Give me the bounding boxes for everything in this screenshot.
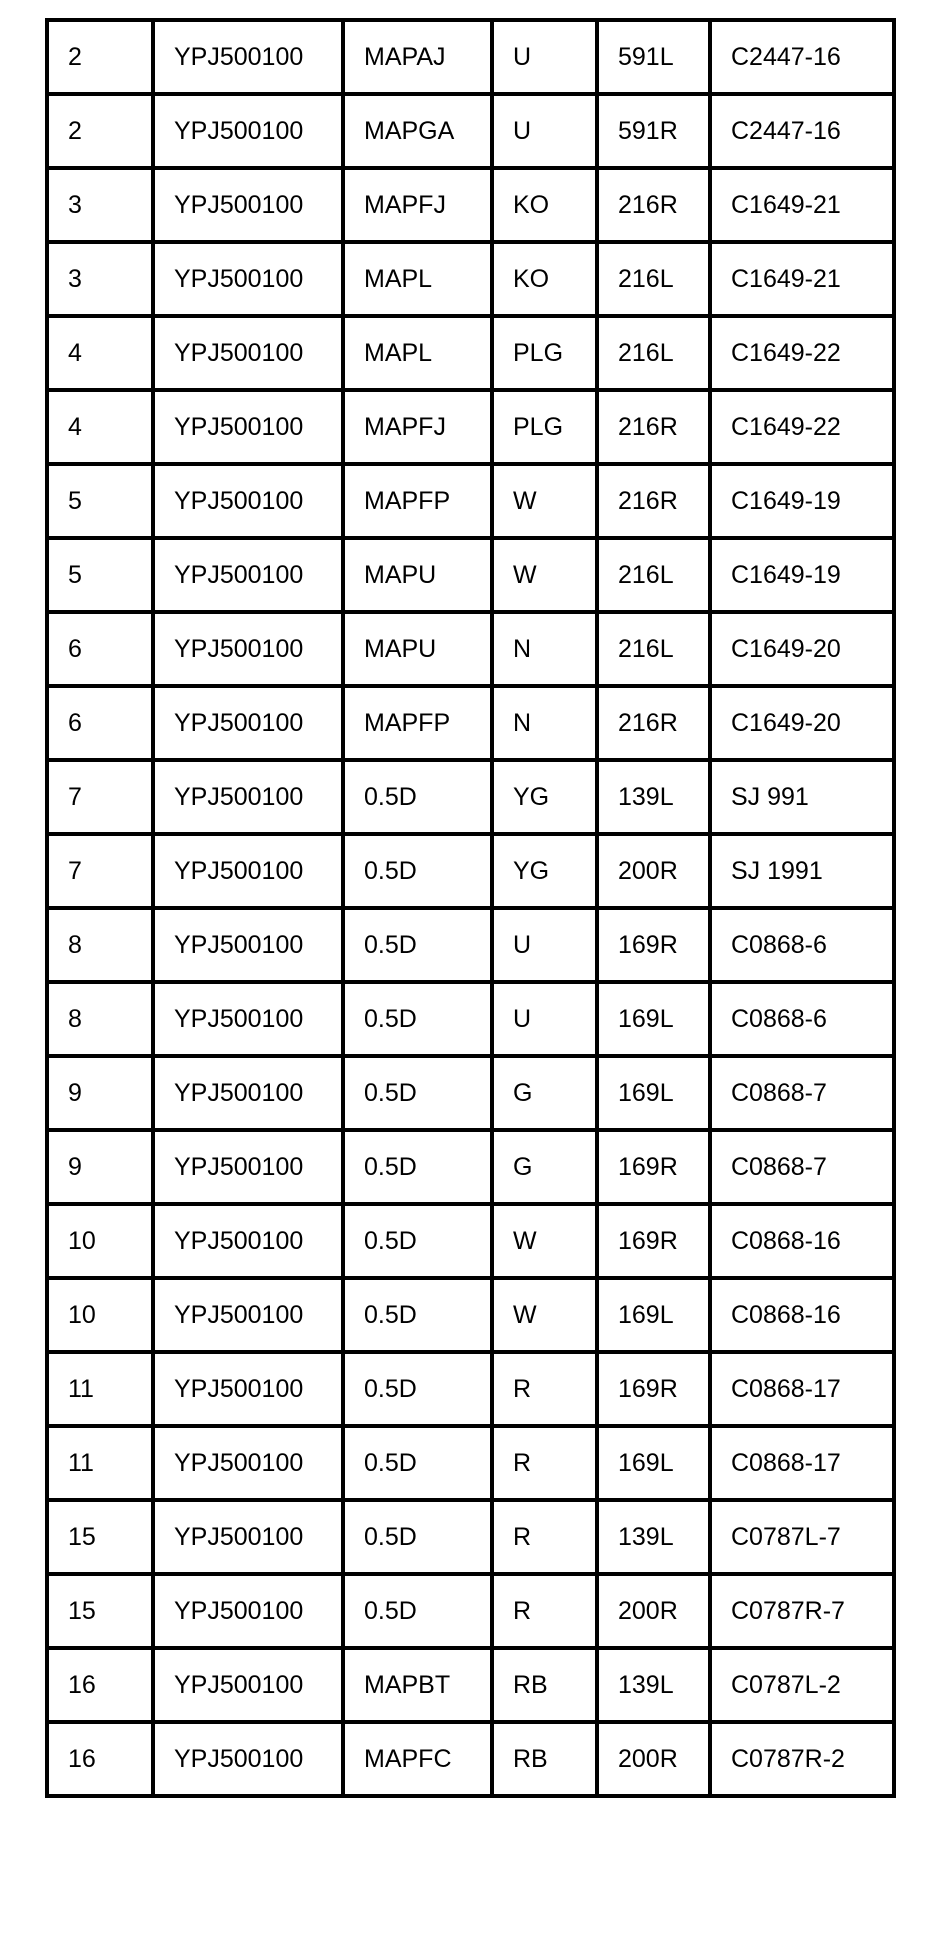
table-cell: R bbox=[492, 1500, 597, 1574]
table-cell: W bbox=[492, 1278, 597, 1352]
table-row bbox=[47, 612, 894, 686]
table-cell: C1649-22 bbox=[710, 316, 894, 390]
table-cell: 216L bbox=[597, 612, 710, 686]
table-cell: YPJ500100 bbox=[153, 686, 343, 760]
table-cell: YPJ500100 bbox=[153, 908, 343, 982]
table-row bbox=[47, 1574, 894, 1648]
table-cell: 169R bbox=[597, 1204, 710, 1278]
table-cell: 15 bbox=[47, 1574, 153, 1648]
table-cell: C1649-22 bbox=[710, 390, 894, 464]
table-cell: 3 bbox=[47, 242, 153, 316]
table-cell: U bbox=[492, 908, 597, 982]
table-cell: C0868-7 bbox=[710, 1056, 894, 1130]
table-cell: 3 bbox=[47, 168, 153, 242]
table-cell: C1649-19 bbox=[710, 464, 894, 538]
table-cell: 139L bbox=[597, 1500, 710, 1574]
table-cell: 0.5D bbox=[343, 760, 492, 834]
document-page bbox=[45, 18, 896, 1798]
table-cell: C0868-7 bbox=[710, 1130, 894, 1204]
table-cell: 139L bbox=[597, 760, 710, 834]
table-cell: MAPBT bbox=[343, 1648, 492, 1722]
table-cell: U bbox=[492, 94, 597, 168]
table-cell: YPJ500100 bbox=[153, 834, 343, 908]
table-cell: 139L bbox=[597, 1648, 710, 1722]
table-row bbox=[47, 1722, 894, 1796]
table-cell: U bbox=[492, 20, 597, 94]
table-cell: N bbox=[492, 612, 597, 686]
table-cell: MAPFJ bbox=[343, 390, 492, 464]
table-cell: MAPU bbox=[343, 612, 492, 686]
table-cell: 169R bbox=[597, 1352, 710, 1426]
table-row bbox=[47, 908, 894, 982]
table-cell: C0868-16 bbox=[710, 1278, 894, 1352]
table-cell: 0.5D bbox=[343, 1426, 492, 1500]
table-cell: YPJ500100 bbox=[153, 390, 343, 464]
table-cell: C0868-17 bbox=[710, 1426, 894, 1500]
table-row bbox=[47, 1426, 894, 1500]
table-cell: 2 bbox=[47, 20, 153, 94]
table-cell: U bbox=[492, 982, 597, 1056]
table-cell: 591R bbox=[597, 94, 710, 168]
table-cell: 169L bbox=[597, 1278, 710, 1352]
table-cell: 7 bbox=[47, 760, 153, 834]
table-cell: 0.5D bbox=[343, 1130, 492, 1204]
table-cell: PLG bbox=[492, 390, 597, 464]
table-cell: 216L bbox=[597, 316, 710, 390]
table-row bbox=[47, 20, 894, 94]
table-cell: MAPL bbox=[343, 316, 492, 390]
table-cell: 216R bbox=[597, 168, 710, 242]
table-cell: KO bbox=[492, 242, 597, 316]
table-cell: C0787L-7 bbox=[710, 1500, 894, 1574]
table-cell: 0.5D bbox=[343, 908, 492, 982]
table-cell: SJ 1991 bbox=[710, 834, 894, 908]
table-cell: 5 bbox=[47, 464, 153, 538]
table-cell: 200R bbox=[597, 1722, 710, 1796]
table-cell: YPJ500100 bbox=[153, 1426, 343, 1500]
table-cell: W bbox=[492, 464, 597, 538]
table-cell: MAPFC bbox=[343, 1722, 492, 1796]
table-row bbox=[47, 834, 894, 908]
table-cell: 0.5D bbox=[343, 1204, 492, 1278]
table-row bbox=[47, 242, 894, 316]
table-cell: YPJ500100 bbox=[153, 760, 343, 834]
table-cell: C0787R-7 bbox=[710, 1574, 894, 1648]
table-cell: 200R bbox=[597, 834, 710, 908]
table-cell: N bbox=[492, 686, 597, 760]
table-cell: 200R bbox=[597, 1574, 710, 1648]
table-cell: 169L bbox=[597, 982, 710, 1056]
table-cell: W bbox=[492, 1204, 597, 1278]
table-cell: G bbox=[492, 1130, 597, 1204]
table-row bbox=[47, 538, 894, 612]
table-cell: 0.5D bbox=[343, 982, 492, 1056]
table-cell: MAPL bbox=[343, 242, 492, 316]
table-cell: C2447-16 bbox=[710, 94, 894, 168]
table-cell: R bbox=[492, 1352, 597, 1426]
table-cell: 4 bbox=[47, 316, 153, 390]
table-cell: 16 bbox=[47, 1648, 153, 1722]
table-cell: 169R bbox=[597, 1130, 710, 1204]
table-cell: YG bbox=[492, 760, 597, 834]
table-cell: 5 bbox=[47, 538, 153, 612]
table-cell: C2447-16 bbox=[710, 20, 894, 94]
table-cell: 169L bbox=[597, 1426, 710, 1500]
table-cell: C0868-17 bbox=[710, 1352, 894, 1426]
table-cell: 6 bbox=[47, 686, 153, 760]
table-row bbox=[47, 1130, 894, 1204]
table-cell: 216R bbox=[597, 686, 710, 760]
table-body bbox=[47, 20, 894, 1796]
table-cell: 11 bbox=[47, 1352, 153, 1426]
table-cell: YPJ500100 bbox=[153, 316, 343, 390]
table-cell: C0787R-2 bbox=[710, 1722, 894, 1796]
table-cell: 216R bbox=[597, 464, 710, 538]
table-cell: W bbox=[492, 538, 597, 612]
table-row bbox=[47, 1500, 894, 1574]
table-cell: YPJ500100 bbox=[153, 94, 343, 168]
table-cell: C1649-20 bbox=[710, 612, 894, 686]
table-cell: YPJ500100 bbox=[153, 612, 343, 686]
table-cell: C1649-20 bbox=[710, 686, 894, 760]
table-cell: 2 bbox=[47, 94, 153, 168]
table-row bbox=[47, 168, 894, 242]
table-cell: RB bbox=[492, 1722, 597, 1796]
table-cell: YPJ500100 bbox=[153, 242, 343, 316]
table-cell: 591L bbox=[597, 20, 710, 94]
table-cell: YPJ500100 bbox=[153, 1648, 343, 1722]
table-cell: MAPU bbox=[343, 538, 492, 612]
table-cell: 0.5D bbox=[343, 1574, 492, 1648]
table-cell: RB bbox=[492, 1648, 597, 1722]
table-cell: YPJ500100 bbox=[153, 1130, 343, 1204]
table-cell: YG bbox=[492, 834, 597, 908]
table-row bbox=[47, 1352, 894, 1426]
table-cell: YPJ500100 bbox=[153, 1500, 343, 1574]
table-cell: C0868-16 bbox=[710, 1204, 894, 1278]
data-table bbox=[45, 18, 896, 1798]
table-cell: YPJ500100 bbox=[153, 1574, 343, 1648]
table-cell: C0787L-2 bbox=[710, 1648, 894, 1722]
table-cell: R bbox=[492, 1426, 597, 1500]
table-row bbox=[47, 390, 894, 464]
table-cell: YPJ500100 bbox=[153, 20, 343, 94]
table-cell: 4 bbox=[47, 390, 153, 464]
table-cell: MAPFJ bbox=[343, 168, 492, 242]
table-cell: 8 bbox=[47, 982, 153, 1056]
table-row bbox=[47, 1056, 894, 1130]
table-cell: MAPFP bbox=[343, 686, 492, 760]
table-cell: YPJ500100 bbox=[153, 168, 343, 242]
table-cell: PLG bbox=[492, 316, 597, 390]
table-row bbox=[47, 686, 894, 760]
table-cell: MAPAJ bbox=[343, 20, 492, 94]
table-row bbox=[47, 464, 894, 538]
table-cell: 216L bbox=[597, 242, 710, 316]
table-cell: 169L bbox=[597, 1056, 710, 1130]
table-cell: 15 bbox=[47, 1500, 153, 1574]
table-cell: 0.5D bbox=[343, 1278, 492, 1352]
table-cell: 11 bbox=[47, 1426, 153, 1500]
table-cell: MAPFP bbox=[343, 464, 492, 538]
table-cell: 216R bbox=[597, 390, 710, 464]
table-cell: C1649-19 bbox=[710, 538, 894, 612]
table-cell: YPJ500100 bbox=[153, 464, 343, 538]
table-cell: 0.5D bbox=[343, 1056, 492, 1130]
table-cell: 9 bbox=[47, 1056, 153, 1130]
table-row bbox=[47, 1278, 894, 1352]
table-cell: 216L bbox=[597, 538, 710, 612]
table-cell: YPJ500100 bbox=[153, 982, 343, 1056]
table-cell: G bbox=[492, 1056, 597, 1130]
table-cell: YPJ500100 bbox=[153, 538, 343, 612]
table-cell: 10 bbox=[47, 1278, 153, 1352]
table-row bbox=[47, 1648, 894, 1722]
table-cell: 6 bbox=[47, 612, 153, 686]
table-cell: YPJ500100 bbox=[153, 1722, 343, 1796]
table-row bbox=[47, 94, 894, 168]
table-cell: 10 bbox=[47, 1204, 153, 1278]
table-cell: C0868-6 bbox=[710, 908, 894, 982]
table-cell: YPJ500100 bbox=[153, 1278, 343, 1352]
table-cell: MAPGA bbox=[343, 94, 492, 168]
table-cell: 169R bbox=[597, 908, 710, 982]
table-row bbox=[47, 1204, 894, 1278]
table-cell: 0.5D bbox=[343, 1500, 492, 1574]
table-cell: C0868-6 bbox=[710, 982, 894, 1056]
table-cell: 7 bbox=[47, 834, 153, 908]
table-cell: 9 bbox=[47, 1130, 153, 1204]
table-row bbox=[47, 316, 894, 390]
table-cell: C1649-21 bbox=[710, 168, 894, 242]
table-cell: 8 bbox=[47, 908, 153, 982]
table-row bbox=[47, 760, 894, 834]
table-row bbox=[47, 982, 894, 1056]
table-cell: 0.5D bbox=[343, 834, 492, 908]
table-cell: YPJ500100 bbox=[153, 1204, 343, 1278]
table-cell: SJ 991 bbox=[710, 760, 894, 834]
table-cell: KO bbox=[492, 168, 597, 242]
table-cell: 0.5D bbox=[343, 1352, 492, 1426]
table-cell: YPJ500100 bbox=[153, 1352, 343, 1426]
table-cell: 16 bbox=[47, 1722, 153, 1796]
table-cell: R bbox=[492, 1574, 597, 1648]
table-cell: C1649-21 bbox=[710, 242, 894, 316]
table-cell: YPJ500100 bbox=[153, 1056, 343, 1130]
